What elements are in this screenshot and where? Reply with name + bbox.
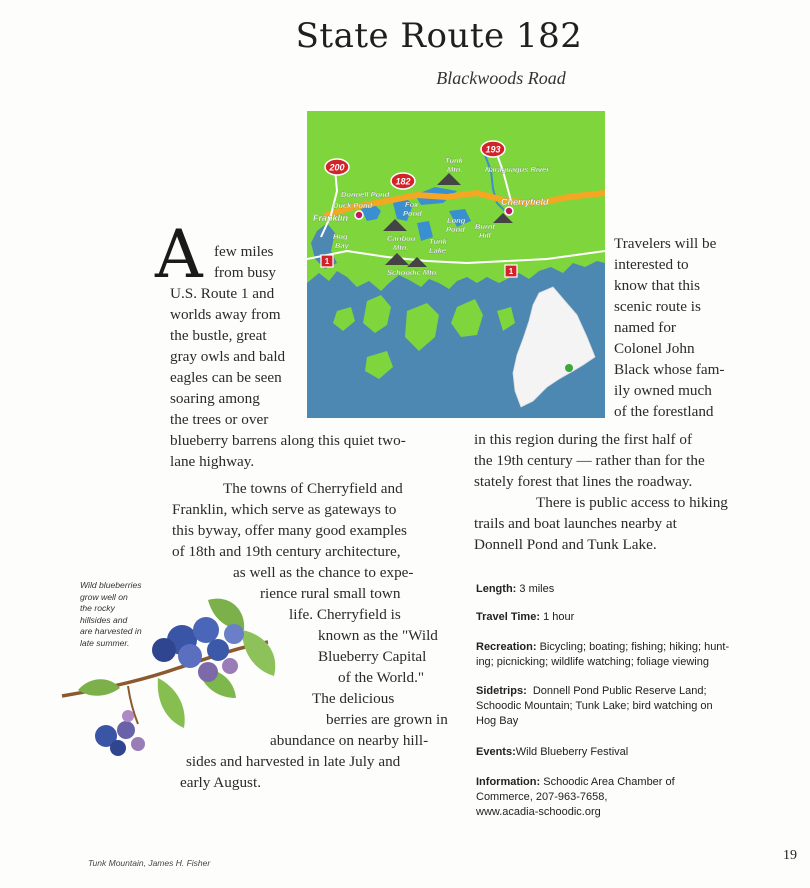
label-tunk-mtn: Tunk [445, 156, 463, 165]
shield-182 [391, 173, 415, 189]
left-text-line: few miles [214, 243, 274, 260]
town-franklin [355, 211, 363, 219]
svg-text:182: 182 [395, 176, 411, 187]
left-text-line: as well as the chance to expe- [233, 564, 414, 581]
label-long-pond: Long [447, 216, 466, 225]
town-cherryfield [505, 207, 513, 215]
fact-events: Events:Wild Blueberry Festival [476, 746, 629, 758]
right-text-line: the 19th century — rather than for the [474, 452, 705, 469]
left-text-line: The towns of Cherryfield and [223, 480, 403, 497]
page-number: 19 [783, 848, 797, 863]
left-text-line: gray owls and bald [170, 348, 286, 365]
left-text-line: worlds away from [170, 306, 281, 323]
right-text-line: Black whose fam- [614, 361, 725, 378]
label-burnt-hill-2: Hill [479, 231, 491, 240]
fact-sidetrips: Sidetrips: Donnell Pond Public Reserve Land; Schoodic Mountain; Tunk Lake; bird watching on Hog Bay [476, 685, 713, 727]
svg-text:1: 1 [324, 257, 330, 266]
svg-text:200: 200 [329, 162, 345, 173]
right-text-line: named for [614, 319, 676, 336]
right-text-line: Donnell Pond and Tunk Lake. [474, 536, 657, 553]
right-text-line: interested to [614, 256, 689, 273]
shield-193 [481, 141, 505, 157]
label-cherryfield: Cherryfield [501, 197, 549, 207]
label-caribou-mtn: Caribou [387, 234, 416, 243]
left-text-line: sides and harvested in late July and [186, 753, 401, 770]
left-text-line: eagles can be seen [170, 369, 282, 386]
label-tunk-mtn-2: Mtn. [447, 165, 463, 174]
label-hog-bay-2: Bay [335, 241, 349, 250]
fact-recreation: Recreation: Bicycling; boating; fishing; hiking; hunt- ing; picnicking; wildlife watching; foliage viewing [476, 641, 730, 668]
label-fox-pond: Fox [405, 200, 419, 209]
label-fox-pond-2: Pond [403, 209, 422, 218]
left-text-line: soaring among [170, 390, 260, 407]
left-text-line: blueberry barrens along this quiet two- [170, 432, 406, 449]
page-subtitle: Blackwoods Road [436, 68, 566, 88]
shield-route-1-east [505, 265, 517, 277]
left-text-line: the trees or over [170, 411, 269, 428]
left-text-line: known as the "Wild [318, 627, 438, 644]
right-text-line: in this region during the first half of [474, 431, 693, 448]
right-text-line: trails and boat launches nearby at [474, 515, 677, 532]
fact-information: Information: Schoodic Area Chamber of Commerce, 207-963-7658, www.acadia-schoodic.org [476, 776, 675, 818]
right-text-line: There is public access to hiking [536, 494, 728, 511]
page-title: State Route 182 [295, 16, 583, 56]
label-caribou-mtn-2: Mtn. [393, 243, 409, 252]
left-text-line: lane highway. [170, 453, 255, 470]
shield-200 [325, 159, 349, 175]
route-map [307, 111, 605, 418]
label-tunk-lake-2: Lake [429, 246, 447, 255]
left-text-line: from busy [214, 264, 277, 281]
right-text-line: Colonel John [614, 340, 695, 357]
left-text-line: Franklin, which serve as gateways to [172, 501, 397, 518]
left-text-line: U.S. Route 1 and [170, 285, 275, 302]
svg-text:193: 193 [485, 144, 501, 155]
label-donnell-pond: Donnell Pond [341, 190, 390, 199]
right-text-line: stately forest that lines the roadway. [474, 473, 693, 490]
label-franklin: Franklin [313, 213, 349, 223]
maine-inset-marker [565, 364, 573, 372]
label-hog-bay: Hog [333, 232, 348, 241]
left-text-line: this byway, offer many good examples [172, 522, 407, 539]
left-text-line: The delicious [312, 690, 395, 707]
right-text-line: scenic route is [614, 298, 701, 315]
left-text-line: life. Cherryfield is [289, 606, 401, 623]
label-schoodic-mtn: Schoodic Mtn. [387, 268, 439, 277]
label-duck-pond: Duck Pond [333, 201, 373, 210]
svg-text:1: 1 [508, 267, 514, 276]
left-text-line: Blueberry Capital [318, 648, 427, 665]
shield-route-1-west [321, 255, 333, 267]
left-text-line: of 18th and 19th century architecture, [172, 543, 401, 560]
right-text-line: Travelers will be [614, 235, 717, 252]
left-text-line: berries are grown in [326, 711, 448, 728]
left-text-line: the bustle, great [170, 327, 267, 344]
right-text-line: know that this [614, 277, 701, 294]
photo-credit: Tunk Mountain, James H. Fisher [88, 858, 211, 868]
left-text-line: abundance on nearby hill- [270, 732, 429, 749]
illustration-caption: Wild blueberries grow well on the rocky hillsides and are harvested in late summer. [80, 580, 142, 648]
drop-cap: A [155, 216, 203, 293]
label-burnt-hill: Burnt [475, 222, 495, 231]
fact-travel-time: Travel Time: 1 hour [476, 611, 575, 623]
right-text-line: of the forestland [614, 403, 714, 420]
label-tunk-lake: Tunk [429, 237, 447, 246]
left-text-line: early August. [180, 774, 261, 791]
label-long-pond-2: Pond [446, 225, 465, 234]
left-text-line: rience rural small town [260, 585, 401, 602]
fact-length: Length: 3 miles [476, 583, 555, 595]
right-text-line: ily owned much [614, 382, 712, 399]
left-text-line: of the World." [338, 669, 425, 686]
label-naraguagus-river: Naraguagus River [485, 165, 550, 174]
